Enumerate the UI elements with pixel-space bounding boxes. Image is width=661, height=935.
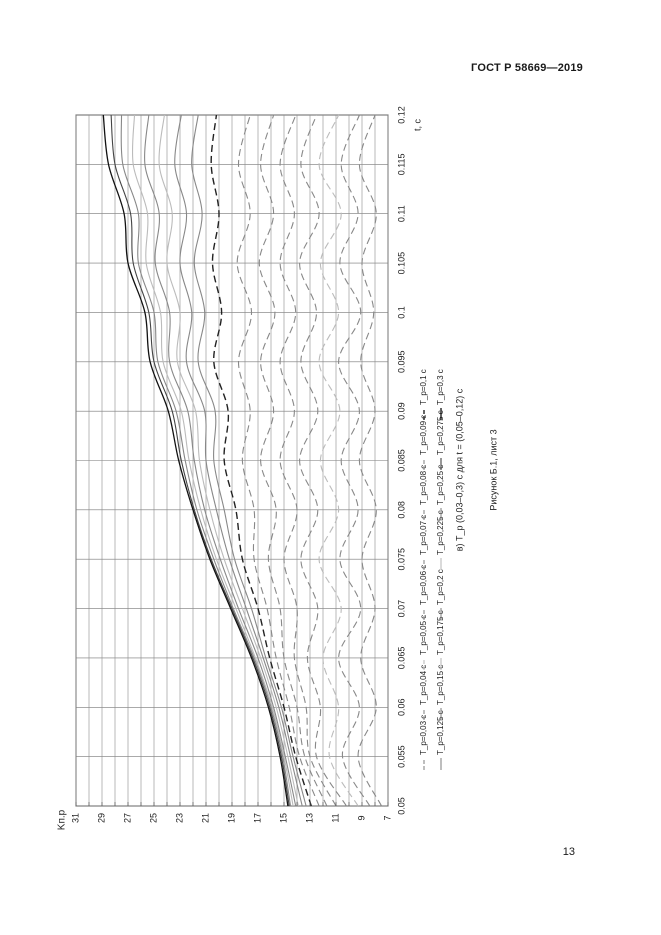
y-tick-label: 15 xyxy=(278,812,289,824)
y-tick-label: 11 xyxy=(330,813,341,823)
x-tick-label: 0.095 xyxy=(396,350,407,374)
x-tick-label: 0.115 xyxy=(396,153,407,176)
x-tick-label: 0.075 xyxy=(396,547,407,571)
legend-label: T_p=0,125 с xyxy=(436,710,446,755)
document-standard-header: ГОСТ Р 58669—2019 xyxy=(471,62,583,74)
x-tick-label: 0.085 xyxy=(396,449,407,472)
legend-label: T_p=0,3 с xyxy=(436,369,446,405)
y-tick-label: 9 xyxy=(356,815,367,821)
y-tick-label: 21 xyxy=(200,812,211,824)
legend-label: T_p=0,07 с xyxy=(419,514,429,555)
x-tick-label: 0.07 xyxy=(396,599,407,618)
y-tick-label: 19 xyxy=(226,812,237,824)
legend-label: T_p=0,25 с xyxy=(436,464,446,505)
legend-label: T_p=0,2 с xyxy=(436,569,446,605)
y-tick-label: 13 xyxy=(304,812,315,824)
legend-label: T_p=0,275 с xyxy=(436,410,446,455)
x-tick-label: 0.055 xyxy=(396,745,407,768)
x-tick-label: 0.1 xyxy=(396,306,407,319)
chart-subcaption: в) T_p (0,03–0,3) с для t = (0,05–0,12) с xyxy=(454,388,465,552)
x-tick-label: 0.08 xyxy=(396,501,407,519)
legend xyxy=(419,369,445,770)
x-tick-label: 0.105 xyxy=(396,251,407,275)
legend-label: T_p=0,08 с xyxy=(419,464,429,505)
legend-label: T_p=0,04 с xyxy=(419,664,429,705)
page-number: 13 xyxy=(562,846,575,858)
legend-label: T_p=0,15 с xyxy=(436,664,446,705)
y-tick-label: 27 xyxy=(122,812,133,824)
caption-layer xyxy=(454,388,498,551)
y-tick-label: 31 xyxy=(70,812,81,824)
legend-label: T_p=0,05 с xyxy=(419,614,429,655)
legend-label: T_p=0,175 с xyxy=(436,610,446,655)
y-tick-label: 23 xyxy=(174,812,185,824)
axis-layer xyxy=(57,106,423,830)
x-tick-label: 0.05 xyxy=(396,797,407,815)
legend-label: T_p=0,06 с xyxy=(419,564,429,605)
y-tick-label: 17 xyxy=(252,812,263,824)
legend-label: T_p=0,1 с xyxy=(419,369,429,405)
x-tick-label: 0.12 xyxy=(396,106,407,124)
x-tick-label: 0.11 xyxy=(396,205,407,223)
y-tick-label: 25 xyxy=(148,812,159,824)
legend-label: T_p=0,225 с xyxy=(436,510,446,555)
x-tick-label: 0.09 xyxy=(396,402,407,420)
y-tick-label: 7 xyxy=(382,815,393,821)
legend-label: T_p=0,03 с xyxy=(419,714,429,755)
legend-label: T_p=0,09 с xyxy=(419,414,429,455)
x-tick-label: 0.065 xyxy=(396,646,407,670)
x-tick-label: 0.06 xyxy=(396,698,407,717)
figure-caption: Рисунок Б.1, лист 3 xyxy=(488,429,499,511)
x-axis-label: t, с xyxy=(412,118,423,132)
y-axis-label: Kп.р xyxy=(56,809,68,831)
y-tick-label: 29 xyxy=(96,812,107,824)
